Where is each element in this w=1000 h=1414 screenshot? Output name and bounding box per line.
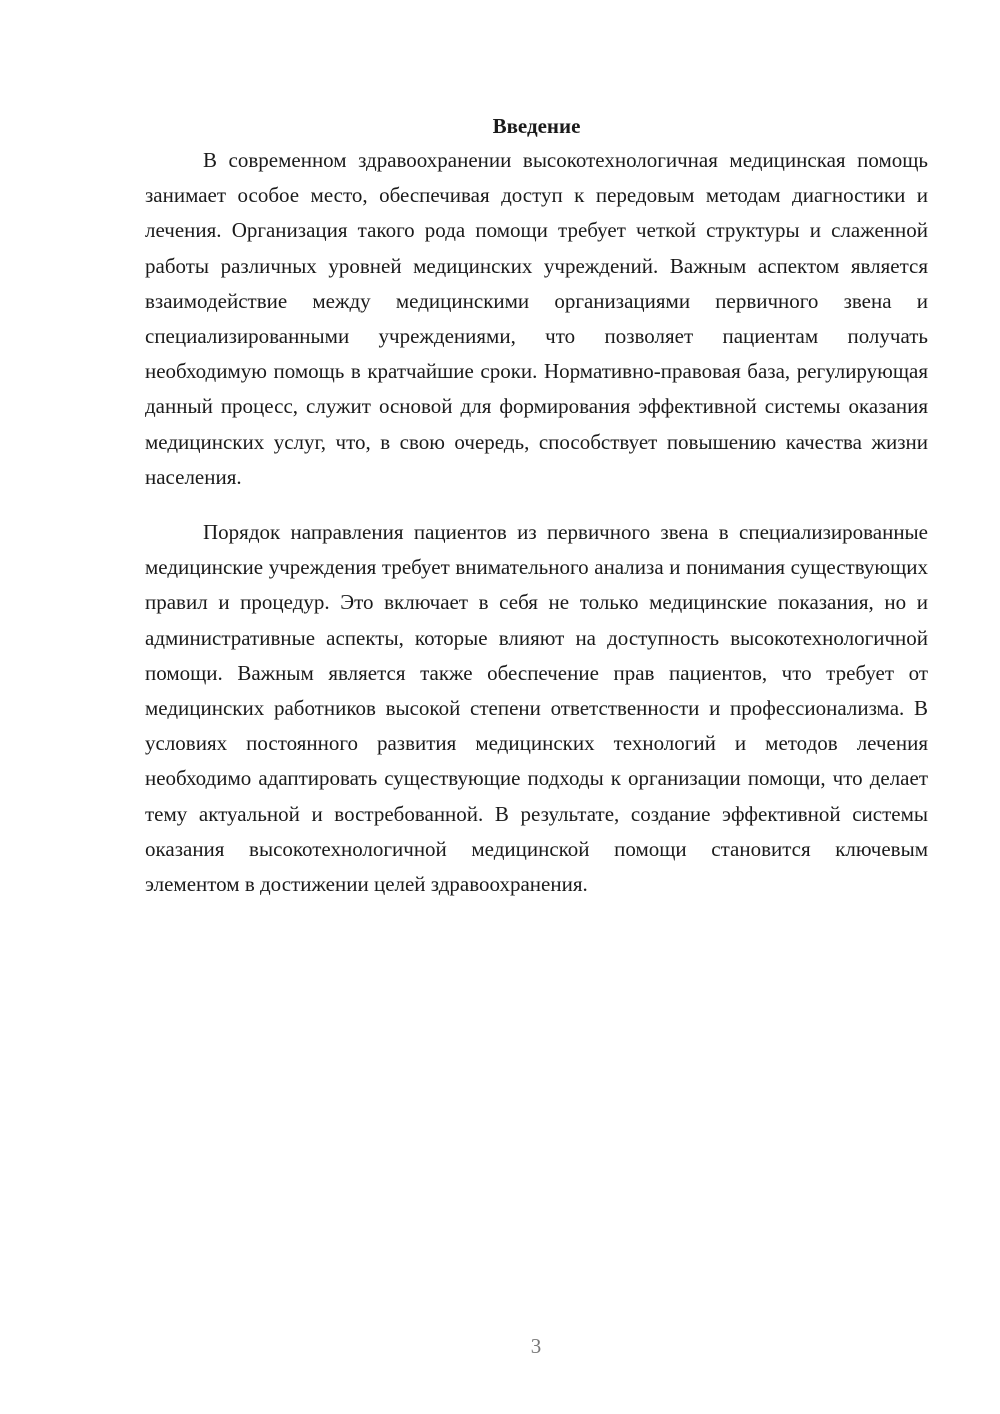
body-text: [145, 143, 928, 902]
paragraph-2: Порядок направления пациентов из первичного звена в специализированные медицинские учреждения требует внимательного анализа и понимания существующих правил и процедур. Это включает в себя не только медицинские показания, но и административные аспекты, которые влияют на доступность высокотехнологичной помощи. Важным является также обеспечение прав пациентов, что требует от медицинских работников высокой степени ответственности и профессионализма. В условиях постоянного развития медицинских технологий и методов лечения необходимо адаптировать существующие подходы к организации помощи, что делает тему актуальной и востребованной. В результате, создание эффективной системы оказания высокотехнологичной медицинской помощи становится ключевым элементом в достижении целей здравоохранения.: [145, 520, 928, 897]
paragraph-1: В современном здравоохранении высокотехнологичная медицинская помощь занимает особое место, обеспечивая доступ к передовым методам диагностики и лечения. Организация такого рода помощи требует четкой структуры и слаженной работы различных уровней медицинских учреждений. Важным аспектом является взаимодействие между медицинскими организациями первичного звена и специализированными учреждениями, что позволяет пациентам получать необходимую помощь в кратчайшие сроки. Нормативно-правовая база, регулирующая данный процесс, служит основой для формирования эффективной системы оказания медицинских услуг, что, в свою очередь, способствует повышению качества жизни населения.: [145, 148, 928, 489]
page-title: Введение: [492, 114, 581, 139]
page-number: 3: [530, 1334, 542, 1358]
